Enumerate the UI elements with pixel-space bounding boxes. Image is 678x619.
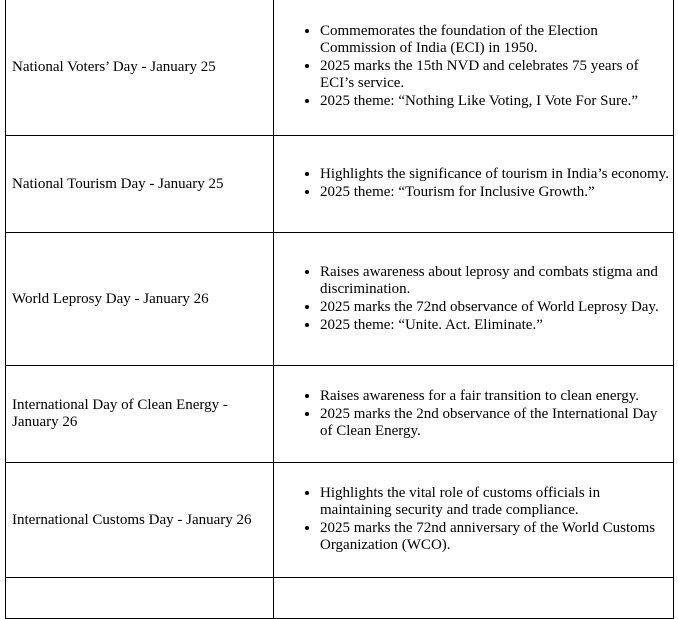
list-item: • 2025 theme: “Unite. Act. Eliminate.” xyxy=(320,317,669,334)
list-item: • Raises awareness for a fair transition to clean energy. xyxy=(320,388,669,405)
table-row xyxy=(6,0,674,136)
list-item: • 2025 marks the 72nd anniversary of the World Customs Organization (WCO). xyxy=(320,520,669,554)
table-row xyxy=(6,366,674,463)
bullet-list xyxy=(274,388,669,440)
observance-details xyxy=(274,233,674,366)
observance-details xyxy=(274,136,674,233)
bullet-list xyxy=(274,23,669,110)
bullet-list xyxy=(274,166,669,201)
list-item: • Highlights the vital role of customs officials in maintaining security and trade compliance. xyxy=(320,485,669,519)
list-item: • Raises awareness about leprosy and combats stigma and discrimination. xyxy=(320,264,669,298)
observances-table xyxy=(5,0,674,619)
observance-details xyxy=(274,463,674,578)
table-row xyxy=(6,136,674,233)
list-item: • Highlights the significance of tourism in India’s economy. xyxy=(320,166,669,183)
observance-name: National Voters’ Day - January 25 xyxy=(6,0,274,136)
list-item: • 2025 theme: “Nothing Like Voting, I Vote For Sure.” xyxy=(320,93,669,110)
observance-details xyxy=(274,366,674,463)
list-item: • 2025 marks the 72nd observance of World Leprosy Day. xyxy=(320,299,669,316)
list-item: • 2025 marks the 2nd observance of the International Day of Clean Energy. xyxy=(320,406,669,440)
observance-name: World Leprosy Day - January 26 xyxy=(6,233,274,366)
bullet-list xyxy=(274,264,669,334)
list-item: • 2025 theme: “Tourism for Inclusive Growth.” xyxy=(320,184,669,201)
observance-details xyxy=(274,0,674,136)
observance-details-empty xyxy=(274,578,674,619)
observance-name: National Tourism Day - January 25 xyxy=(6,136,274,233)
list-item: • 2025 marks the 15th NVD and celebrates 75 years of ECI’s service. xyxy=(320,58,669,92)
observance-name: International Day of Clean Energy - January 26 xyxy=(6,366,274,463)
table-row xyxy=(6,233,674,366)
observance-name-empty xyxy=(6,578,274,619)
list-item: • Commemorates the foundation of the Election Commission of India (ECI) in 1950. xyxy=(320,23,669,57)
observance-name: International Customs Day - January 26 xyxy=(6,463,274,578)
table-row xyxy=(6,463,674,578)
table-row-partial xyxy=(6,578,674,619)
bullet-list xyxy=(274,485,669,554)
